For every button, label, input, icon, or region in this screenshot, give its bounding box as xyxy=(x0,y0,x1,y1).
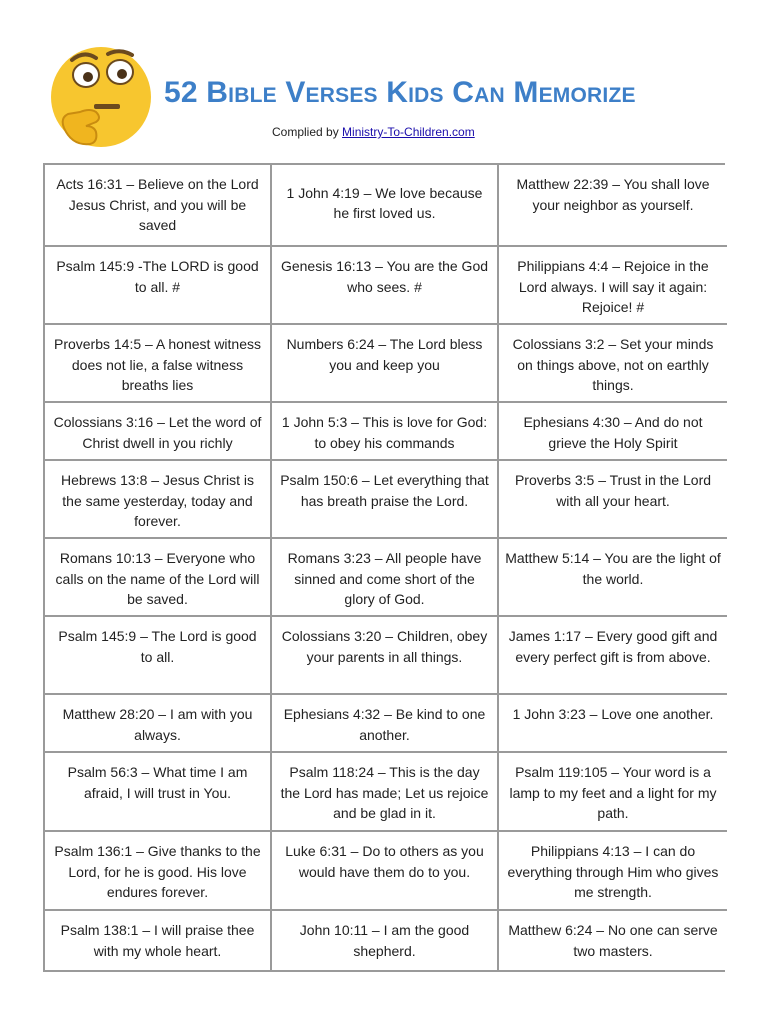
verse-cell xyxy=(45,539,272,617)
verse-cell xyxy=(272,695,499,753)
verse-cell xyxy=(499,403,727,461)
verse-cell xyxy=(45,695,272,753)
verse-text: Hebrews 13:8 – Jesus Christ is the same yesterday, today and forever. xyxy=(61,472,254,529)
verse-cell xyxy=(272,832,499,911)
verse-cell xyxy=(499,753,727,832)
verse-cell xyxy=(272,911,499,970)
verse-cell xyxy=(45,403,272,461)
verse-text: Psalm 118:24 – This is the day the Lord has made; Let us rejoice and be glad in it. xyxy=(280,764,489,821)
verse-text: Matthew 6:24 – No one can serve two masters. xyxy=(508,922,718,959)
verse-cell xyxy=(45,165,272,247)
verse-text: Matthew 22:39 – You shall love your neighbor as yourself. xyxy=(516,176,710,213)
subtitle-prefix: Complied by xyxy=(272,125,343,139)
verse-text: 1 John 5:3 – This is love for God: to obey his commands xyxy=(281,414,488,451)
verse-cell xyxy=(272,403,499,461)
verse-text: Psalm 145:9 -The LORD is good to all. # xyxy=(56,258,259,295)
verse-text: Psalm 136:1 – Give thanks to the Lord, for he is good. His love endures forever. xyxy=(54,843,261,900)
verse-text: Psalm 119:105 – Your word is a lamp to my feet and a light for my path. xyxy=(509,764,717,821)
ministry-link[interactable]: Ministry-To-Children.com xyxy=(342,125,475,139)
verse-cell xyxy=(272,165,499,247)
verse-cell xyxy=(45,325,272,403)
verse-text: Proverbs 3:5 – Trust in the Lord with all your heart. xyxy=(514,472,712,509)
verse-text: Philippians 4:13 – I can do everything through Him who gives me strength. xyxy=(507,843,719,900)
verse-text: Proverbs 14:5 – A honest witness does not lie, a false witness breaths lies xyxy=(53,336,261,393)
verse-cell xyxy=(45,753,272,832)
verse-text: Colossians 3:2 – Set your minds on things above, not on earthly things. xyxy=(512,336,714,393)
verse-text: Psalm 150:6 – Let everything that has breath praise the Lord. xyxy=(280,472,489,509)
page-title: 52 Bible Verses Kids Can Memorize xyxy=(164,76,636,109)
verse-text: Psalm 56:3 – What time I am afraid, I will trust in You. xyxy=(67,764,248,801)
verse-cell xyxy=(499,247,727,325)
verse-text: Psalm 138:1 – I will praise thee with my whole heart. xyxy=(60,922,255,959)
verse-cell xyxy=(45,832,272,911)
verse-cell xyxy=(499,911,727,970)
verse-cell xyxy=(45,247,272,325)
verse-grid xyxy=(43,163,725,972)
verse-text: Colossians 3:20 – Children, obey your parents in all things. xyxy=(281,628,488,665)
verse-cell xyxy=(499,832,727,911)
verse-cell xyxy=(45,617,272,695)
verse-cell xyxy=(499,165,727,247)
verse-text: Ephesians 4:32 – Be kind to one another. xyxy=(283,706,486,743)
verse-text: Philippians 4:4 – Rejoice in the Lord always. I will say it again: Rejoice! # xyxy=(517,258,709,315)
verse-text: Ephesians 4:30 – And do not grieve the Holy Spirit xyxy=(523,414,703,451)
page-subtitle xyxy=(272,125,475,139)
verse-text: Romans 3:23 – All people have sinned and come short of the glory of God. xyxy=(287,550,482,607)
page-header xyxy=(0,0,768,160)
verse-cell xyxy=(272,753,499,832)
verse-text: James 1:17 – Every good gift and every perfect gift is from above. xyxy=(508,628,718,665)
verse-text: Matthew 28:20 – I am with you always. xyxy=(62,706,253,743)
verse-text: Psalm 145:9 – The Lord is good to all. xyxy=(58,628,257,665)
verse-cell xyxy=(499,325,727,403)
verse-cell xyxy=(272,461,499,539)
verse-text: Romans 10:13 – Everyone who calls on the name of the Lord will be saved. xyxy=(55,550,260,607)
verse-text: Acts 16:31 – Believe on the Lord Jesus Christ, and you will be saved xyxy=(56,176,259,233)
verse-cell xyxy=(499,695,727,753)
verse-cell xyxy=(499,539,727,617)
verse-text: John 10:11 – I am the good shepherd. xyxy=(299,922,470,959)
verse-cell xyxy=(45,911,272,970)
verse-cell xyxy=(272,539,499,617)
verse-cell xyxy=(272,247,499,325)
verse-text: Numbers 6:24 – The Lord bless you and keep you xyxy=(286,336,483,373)
verse-text: 1 John 3:23 – Love one another. xyxy=(512,706,714,722)
thinking-face-icon xyxy=(50,46,152,150)
verse-text: Colossians 3:16 – Let the word of Christ dwell in you richly xyxy=(53,414,262,451)
verse-cell xyxy=(272,617,499,695)
verse-text: Genesis 16:13 – You are the God who sees. # xyxy=(280,258,489,295)
verse-cell xyxy=(272,325,499,403)
verse-cell xyxy=(499,617,727,695)
verse-text: Matthew 5:14 – You are the light of the world. xyxy=(505,550,721,587)
verse-cell xyxy=(499,461,727,539)
verse-text: Luke 6:31 – Do to others as you would have them do to you. xyxy=(285,843,484,880)
verse-cell xyxy=(45,461,272,539)
verse-text: 1 John 4:19 – We love because he first loved us. xyxy=(286,184,483,221)
